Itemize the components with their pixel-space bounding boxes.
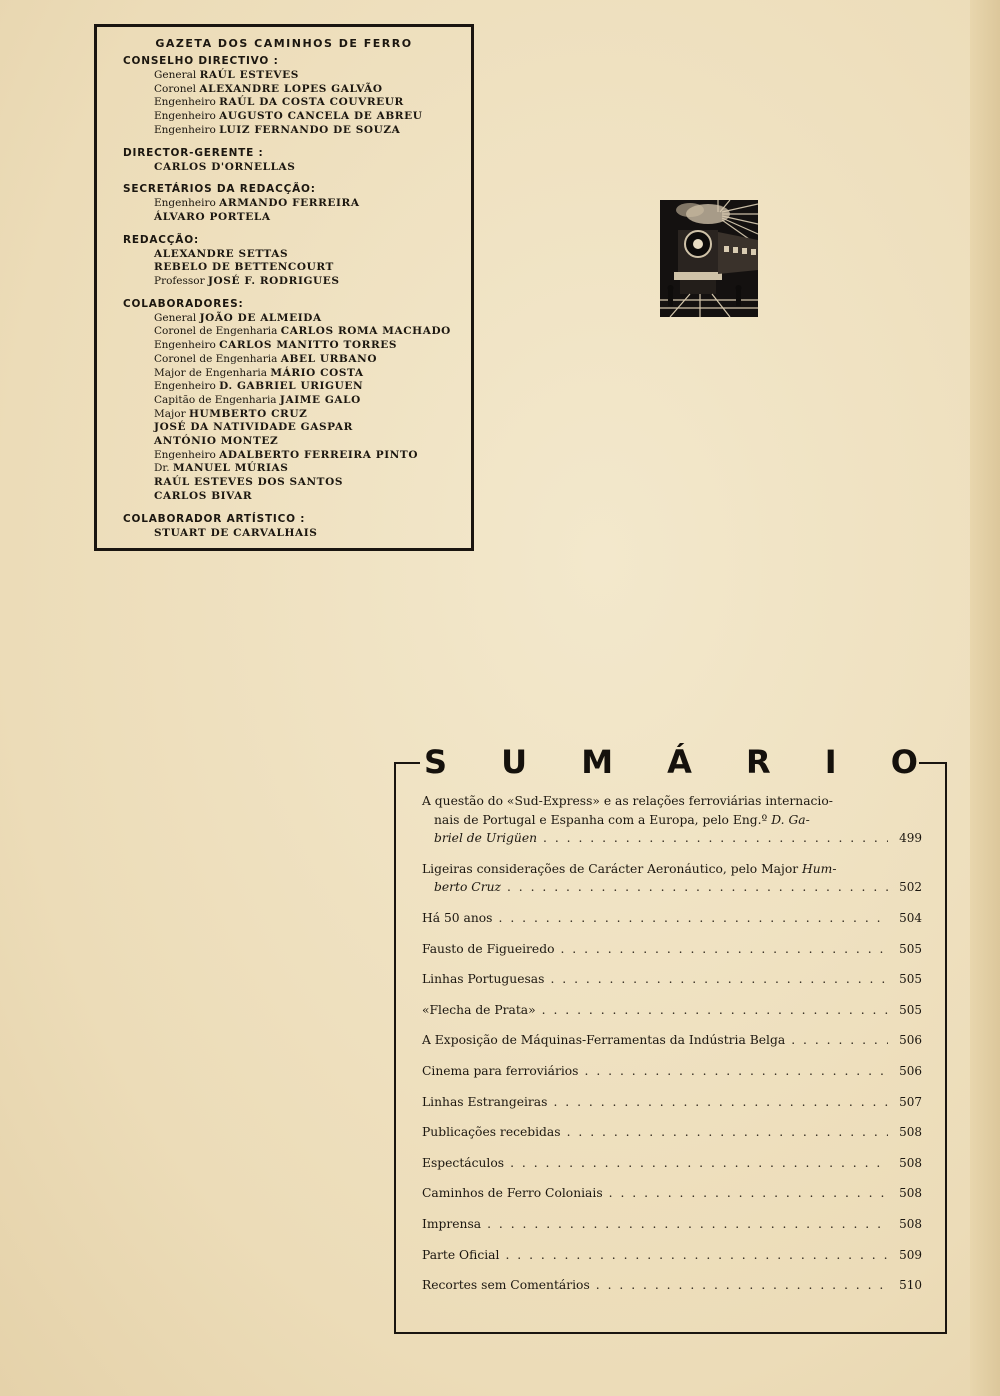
summary-entry[interactable]: [422, 1062, 922, 1081]
entry-final-line: [422, 1154, 922, 1173]
entry-title: Caminhos de Ferro Coloniais: [422, 1186, 603, 1201]
dot-leader: [567, 1123, 888, 1142]
entry-final-line: [422, 878, 922, 897]
person-name: AUGUSTO CANCELA DE ABREU: [219, 110, 423, 123]
person-rank: Coronel de Engenharia: [154, 325, 281, 338]
summary-heading-letter: U: [501, 743, 528, 781]
entry-title: Parte Oficial: [422, 1247, 500, 1262]
summary-heading-letter: I: [824, 743, 837, 781]
person-name: REBELO DE BETTENCOURT: [154, 261, 334, 274]
person-rank: Engenheiro: [154, 339, 220, 352]
person-name: ALEXANDRE SETTAS: [154, 247, 289, 260]
masthead-person: [154, 69, 471, 83]
entry-title-line: Ligeiras considerações de Carácter Aeronáutico, pelo Major Hum-: [422, 861, 837, 876]
entry-title: Linhas Estrangeiras: [422, 1094, 548, 1109]
entry-page-number: 508: [899, 1125, 922, 1140]
summary-entry[interactable]: [422, 1184, 922, 1203]
person-name: ADALBERTO FERREIRA PINTO: [219, 448, 419, 461]
masthead-person: [154, 161, 471, 175]
entry-final-line: [422, 1123, 922, 1142]
masthead-person: [154, 312, 471, 326]
summary-entry[interactable]: [422, 1246, 922, 1265]
entry-title-line: nais de Portugal e Espanha com a Europa, pelo Eng.º D. Ga-: [434, 812, 810, 827]
entry-title: berto Cruz: [434, 880, 501, 895]
dot-leader: [543, 829, 888, 848]
masthead-box: [94, 24, 474, 551]
entry-title: «Flecha de Prata»: [422, 1002, 536, 1017]
masthead-person: [154, 96, 471, 110]
entry-page-number: 509: [899, 1247, 922, 1262]
entry-page-number: 510: [899, 1278, 922, 1293]
masthead-person: [154, 339, 471, 353]
masthead-person: [154, 83, 471, 97]
summary-top-rule-left: [394, 762, 420, 764]
dot-leader: [499, 909, 889, 928]
masthead-section: [97, 54, 471, 138]
entry-page-number: 502: [899, 880, 922, 895]
person-name: ARMANDO FERREIRA: [219, 197, 360, 210]
masthead-section-label: CONSELHO DIRECTIVO :: [123, 55, 279, 67]
person-rank: Professor: [154, 275, 208, 288]
person-rank: Coronel: [154, 82, 200, 95]
summary-heading-letter: R: [746, 743, 771, 781]
masthead-section-label: COLABORADORES:: [123, 297, 244, 310]
person-rank: Engenheiro: [154, 123, 220, 136]
summary-entry[interactable]: [422, 1123, 922, 1142]
person-name: HUMBERTO CRUZ: [188, 407, 308, 420]
masthead-section-label: COLABORADOR ARTÍSTICO :: [123, 512, 306, 525]
person-name: CARLOS BIVAR: [154, 489, 253, 502]
masthead-person: [154, 353, 471, 367]
masthead-section: [97, 233, 471, 289]
person-name: JOSÉ F. RODRIGUES: [207, 275, 340, 288]
person-name: D. GABRIEL URIGUEN: [219, 380, 364, 393]
person-rank: Engenheiro: [154, 380, 220, 393]
summary-top-rule-right: [919, 762, 947, 764]
person-name: JAIME GALO: [279, 393, 361, 406]
masthead-person: [154, 261, 471, 275]
masthead-section-label: REDACÇÃO:: [123, 233, 199, 246]
entry-page-number: 508: [899, 1216, 922, 1231]
entry-final-line: [422, 1246, 922, 1265]
dot-leader: [542, 1001, 888, 1020]
person-name: LUIZ FERNANDO DE SOUZA: [219, 123, 401, 136]
dot-leader: [560, 940, 888, 959]
entry-final-line: [422, 940, 922, 959]
masthead-person: [154, 325, 471, 339]
summary-entry[interactable]: [422, 1215, 922, 1234]
entry-page-number: 508: [899, 1155, 922, 1170]
summary-entry[interactable]: [422, 940, 922, 959]
person-name: JOSÉ DA NATIVIDADE GASPAR: [154, 421, 353, 434]
summary-heading: [424, 744, 918, 780]
entry-title: Recortes sem Comentários: [422, 1278, 590, 1293]
entry-page-number: 506: [899, 1033, 922, 1048]
page-edge: [970, 0, 1000, 1396]
entry-final-line: [422, 1001, 922, 1020]
dot-leader: [550, 970, 888, 989]
dot-leader: [553, 1093, 888, 1112]
dot-leader: [507, 878, 888, 897]
entry-final-line: [422, 909, 922, 928]
entry-final-line: [422, 1093, 922, 1112]
person-name: MANUEL MÚRIAS: [172, 462, 289, 475]
entry-page-number: 499: [899, 831, 922, 846]
masthead-person: [154, 248, 471, 262]
masthead-person: [154, 527, 471, 541]
entry-page-number: 504: [899, 910, 922, 925]
entry-final-line: [422, 970, 922, 989]
summary-entry[interactable]: [422, 1093, 922, 1112]
masthead-section-label: DIRECTOR-GERENTE :: [123, 146, 264, 159]
dot-leader: [487, 1215, 888, 1234]
summary-entry[interactable]: [422, 860, 922, 897]
person-rank: Major de Engenharia: [154, 366, 271, 379]
person-rank: General: [154, 69, 200, 81]
masthead-person: [154, 394, 471, 408]
masthead-person: [154, 421, 471, 435]
entry-title: Espectáculos: [422, 1155, 505, 1170]
summary-heading-letter: Á: [667, 743, 692, 781]
entry-title: A Exposição de Máquinas-Ferramentas da Indústria Belga: [422, 1033, 786, 1048]
masthead-title: GAZETA DOS CAMINHOS DE FERRO: [155, 37, 413, 50]
entry-title: Fausto de Figueiredo: [422, 941, 555, 956]
person-rank: General: [154, 311, 200, 324]
masthead-person: [154, 197, 471, 211]
summary-entry[interactable]: [422, 1001, 922, 1020]
person-rank: Coronel de Engenharia: [154, 352, 281, 365]
entry-final-line: [422, 1062, 922, 1081]
masthead-person: [154, 408, 471, 422]
entry-final-line: [422, 829, 922, 848]
dot-leader: [505, 1246, 888, 1265]
masthead-person: [154, 367, 471, 381]
person-name: RAÚL ESTEVES DOS SANTOS: [154, 476, 344, 489]
masthead-person: [154, 380, 471, 394]
entry-title: Publicações recebidas: [422, 1125, 561, 1140]
person-name: RAÚL ESTEVES: [199, 69, 299, 81]
masthead-person: [154, 275, 471, 289]
summary-heading-letter: M: [581, 743, 614, 781]
masthead-person: [154, 110, 471, 124]
entry-title: Linhas Portuguesas: [422, 972, 545, 987]
entry-final-line: [422, 1184, 922, 1203]
summary-entry[interactable]: [422, 1276, 922, 1295]
masthead-section: [97, 297, 471, 504]
summary-box: [394, 743, 947, 1334]
entry-final-line: [422, 1215, 922, 1234]
person-rank: Engenheiro: [154, 197, 220, 210]
person-name: CARLOS MANITTO TORRES: [219, 339, 398, 352]
masthead-person: [154, 462, 471, 476]
dot-leader: [510, 1154, 888, 1173]
person-name: ÁLVARO PORTELA: [154, 210, 271, 223]
summary-entry[interactable]: [422, 1154, 922, 1173]
locomotive-illustration: [660, 200, 758, 317]
entry-page-number: 506: [899, 1063, 922, 1078]
person-rank: Major: [154, 407, 189, 420]
summary-entry[interactable]: [422, 792, 922, 848]
dot-leader: [791, 1031, 888, 1050]
masthead-person: [154, 435, 471, 449]
person-rank: Engenheiro: [154, 448, 220, 461]
person-name: CARLOS ROMA MACHADO: [280, 325, 451, 338]
entry-final-line: [422, 1276, 922, 1295]
dot-leader: [609, 1184, 888, 1203]
person-name: ALEXANDRE LOPES GALVÃO: [199, 82, 383, 95]
masthead-section: [97, 512, 471, 541]
entry-page-number: 505: [899, 972, 922, 987]
person-rank: Engenheiro: [154, 110, 220, 123]
locomotive-woodcut-image: [660, 200, 758, 317]
person-rank: Engenheiro: [154, 96, 220, 109]
summary-entry[interactable]: [422, 970, 922, 989]
masthead-person: [154, 476, 471, 490]
masthead-person: [154, 490, 471, 504]
entry-page-number: 505: [899, 1002, 922, 1017]
summary-entry[interactable]: [422, 909, 922, 928]
person-name: STUART DE CARVALHAIS: [154, 526, 318, 539]
masthead-section: [97, 146, 471, 175]
entry-title: Há 50 anos: [422, 910, 493, 925]
summary-entry[interactable]: [422, 1031, 922, 1050]
summary-heading-letter: O: [890, 743, 918, 781]
entry-final-line: [422, 1031, 922, 1050]
masthead-person: [154, 211, 471, 225]
person-name: ABEL URBANO: [280, 352, 378, 365]
masthead-section: [97, 182, 471, 224]
entry-title: briel de Urigüen: [434, 831, 538, 846]
entry-title: Cinema para ferroviários: [422, 1063, 579, 1078]
person-rank: Dr.: [154, 462, 173, 475]
entry-page-number: 507: [899, 1094, 922, 1109]
dot-leader: [585, 1062, 889, 1081]
entry-page-number: 508: [899, 1186, 922, 1201]
masthead-person: [154, 124, 471, 138]
masthead-sections: [97, 54, 471, 540]
person-rank: Capitão de Engenharia: [154, 393, 280, 406]
entry-title: Imprensa: [422, 1216, 482, 1231]
dot-leader: [596, 1276, 888, 1295]
person-name: MÁRIO COSTA: [270, 366, 364, 379]
entry-page-number: 505: [899, 941, 922, 956]
person-name: CARLOS D'ORNELLAS: [154, 160, 296, 173]
summary-heading-letter: S: [424, 743, 448, 781]
masthead-section-label: SECRETÁRIOS DA REDACÇÃO:: [123, 183, 316, 196]
summary-entries: [422, 792, 922, 1307]
entry-title-line: A questão do «Sud-Express» e as relações ferroviárias internacio-: [422, 794, 833, 808]
person-name: JOÃO DE ALMEIDA: [199, 311, 322, 324]
masthead-person: [154, 449, 471, 463]
person-name: ANTÓNIO MONTEZ: [154, 435, 279, 448]
person-name: RAÚL DA COSTA COUVREUR: [219, 96, 404, 109]
